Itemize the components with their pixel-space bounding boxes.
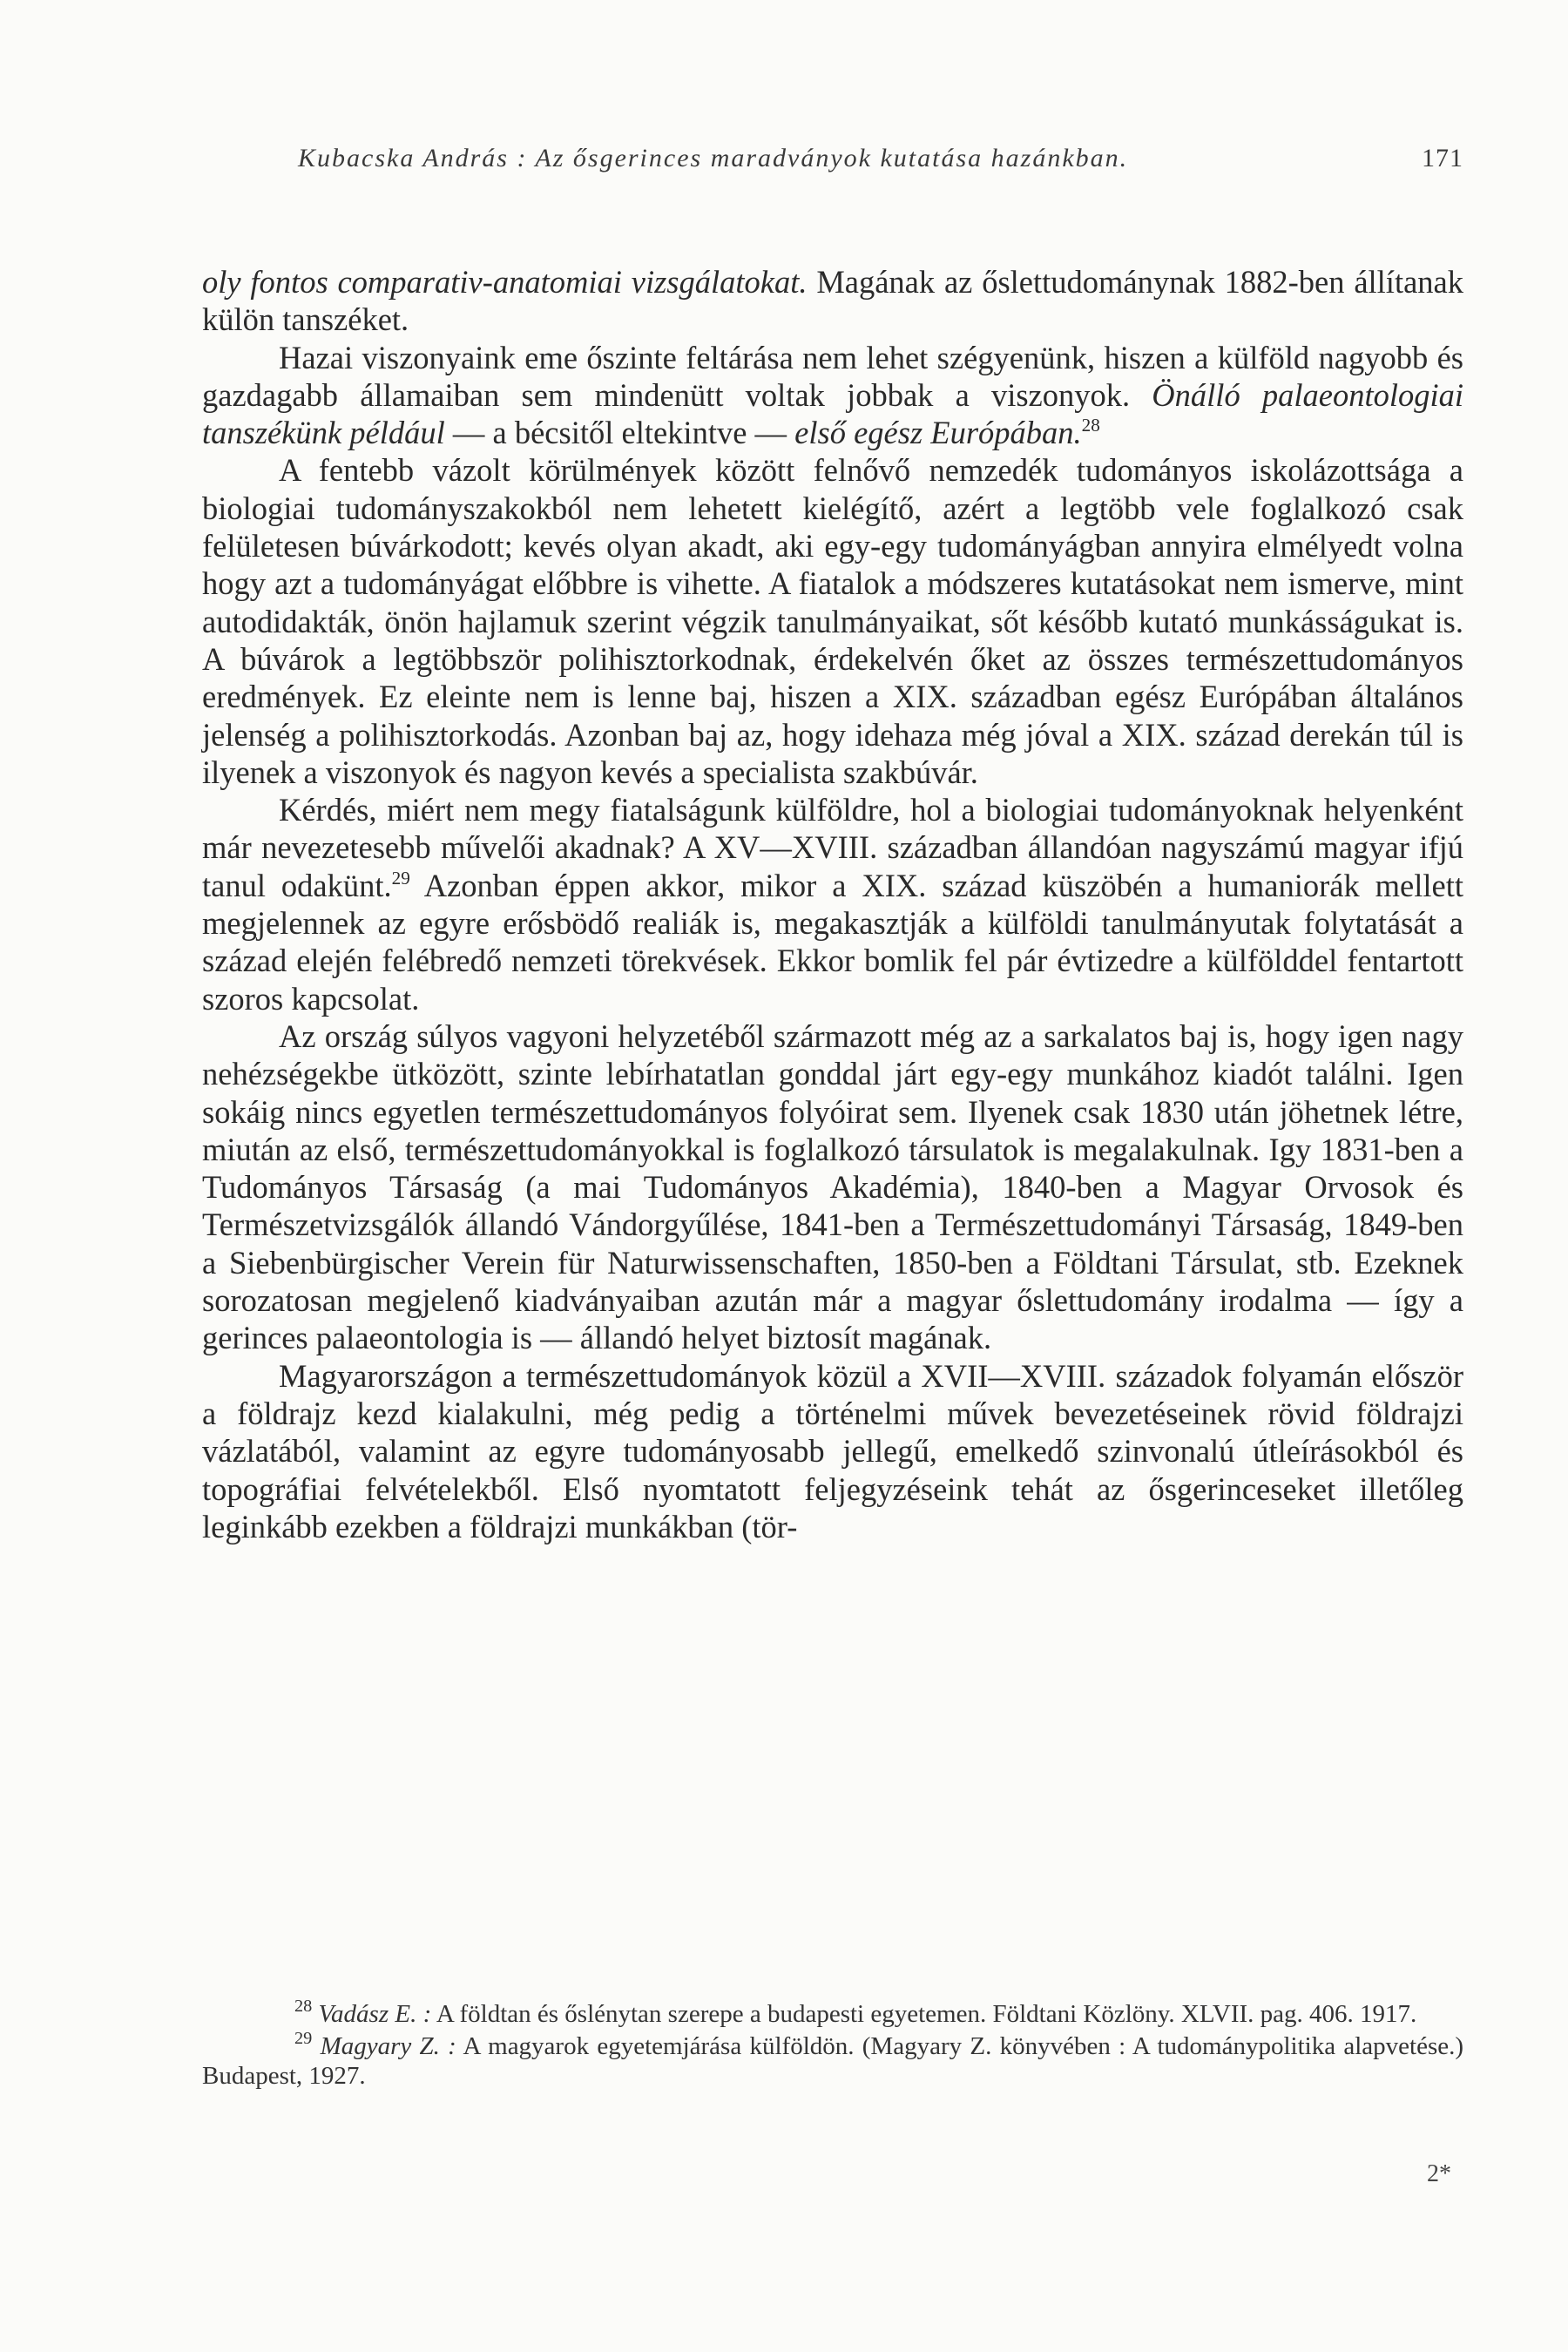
footnote-number: 28 bbox=[294, 1997, 313, 2017]
paragraph-1-italic-phrase: oly fontos comparativ-anatomiai vizsgálatokat. bbox=[202, 264, 808, 300]
footnote-ref-29: 29 bbox=[391, 867, 410, 889]
paragraph-3 bbox=[202, 451, 1463, 791]
paragraph-6 bbox=[202, 1357, 1463, 1545]
paragraph-2-text-a: Hazai viszonyaink eme őszinte feltárása nem lehet szégyenünk, hiszen a külföld nagyobb és gazdagabb államaiban sem mindenütt voltak jobbak a viszonyok. bbox=[202, 339, 1463, 413]
paragraph-5 bbox=[202, 1017, 1463, 1357]
footnote-ref-28: 28 bbox=[1081, 414, 1100, 436]
paragraph-2-text-b: — a bécsitől eltekintve — bbox=[444, 415, 795, 451]
footnote-28 bbox=[202, 1999, 1463, 2030]
paragraph-4 bbox=[202, 791, 1463, 1017]
footnote-29 bbox=[202, 2028, 1464, 2092]
body-text bbox=[202, 263, 1463, 1545]
paragraph-5-text: Az ország súlyos vagyoni helyzetéből származott még az a sarkalatos baj is, hogy igen nagy nehézségekbe ütközött, szinte lebírhatatlan gonddal járt egy-egy munkához kiadót találni. Igen sokáig nincs egyetlen természettudományos folyóirat sem. Ilyenek csak 1830 után jöhetnek létre, miután az első, természettudományokkal is foglalkozó társulatok is megalakulnak. Igy 1831-ben a Tudományos Társaság (a mai Tudományos Akadémia), 1840-ben a Magyar Orvosok és Természetvizsgálók állandó Vándorgyűlése, 1841-ben a Természettudományi Társaság, 1849-ben a Siebenbürgischer Verein für Naturwissenschaften, 1850-ben a Földtani Társulat, stb. Ezeknek sorozatosan megjelenő kiadványaiban azután már a magyar őslettudomány irodalma — így a gerinces palaeontologia is — állandó helyet biztosít magának. bbox=[202, 1017, 1463, 1356]
footnotes bbox=[202, 1999, 1463, 2093]
running-title: Kubacska András : Az ősgerinces maradványok kutatása hazánkban. bbox=[298, 144, 1129, 172]
footnote-author: Vadász E. : bbox=[318, 2000, 432, 2028]
paragraph-2-italic-b: első egész Európában. bbox=[794, 415, 1082, 451]
signature-mark: 2* bbox=[1427, 2160, 1451, 2187]
paragraph-6-text: Magyarországon a természettudományok közül a XVII—XVIII. századok folyamán először a földrajz kezd kialakulni, még pedig a történelmi művek bevezetéseinek rövid földrajzi vázlatából, valamint az egyre tudományosabb jellegű, emelkedő szinvonalú útleírásokból és topográfiai felvételekből. Első nyomtatott feljegyzéseink tehát az ősgerinceseket illetőleg leginkább ezekben a földrajzi munkákban (tör- bbox=[202, 1357, 1463, 1544]
footnote-text: A magyarok egyetemjárása külföldön. (Magyary Z. könyvében : A tudománypolitika alapvetése.) Budapest, 1927. bbox=[202, 2031, 1464, 2090]
paragraph-2-italic-a: Önálló palaeontologiai tanszékünk például bbox=[202, 376, 1464, 451]
paragraph-1-text: Magának az őslettudománynak 1882-ben állítanak külön tanszéket. bbox=[202, 264, 1463, 338]
paragraph-4-text-a: Kérdés, miért nem megy fiatalságunk külföldre, hol a biologiai tudományoknak helyenként már nevezetesebb művelői akadnak? A XV—XVIII. században állandóan nagyszámú magyar ifjú tanul odakünt. bbox=[202, 792, 1463, 903]
page-number: 171 bbox=[1422, 144, 1463, 172]
page-header bbox=[202, 144, 1463, 187]
footnote-text: A földtan és őslénytan szerepe a budapesti egyetemen. Földtani Közlöny. XLVII. pag. 406. 1917. bbox=[431, 2000, 1417, 2028]
paragraph-4-text-b: Azonban éppen akkor, mikor a XIX. század küszöbén a humaniorák mellett megjelennek az egyre erősbödő realiák is, megakasztják a külföldi tanulmányutak folytatását a század elején felébredő nemzeti törekvések. Ekkor bomlik fel pár évtizedre a külfölddel fentartott szoros kapcsolat. bbox=[202, 867, 1463, 1017]
paragraph-3-text: A fentebb vázolt körülmények között felnővő nemzedék tudományos iskolázottsága a biologiai tudományszakokból nem lehetett kielégítő, azért a legtöbb vele foglalkozó csak felületesen búvárkodott; kevés olyan akadt, aki egy-egy tudományágban annyira elmélyedt volna hogy azt a tudományágat előbbre is vihette. A fiatalok a módszeres kutatásokat nem ismerve, mint autodidakták, önön hajlamuk szerint végzik tanulmányaikat, sőt később kutató munkásságukat is. A búvárok a legtöbbször polihisztorkodnak, érdekelvén őket az összes természettudományos eredmények. Ez eleinte nem is lenne baj, hiszen a XIX. században egész Európában általános jelenség a polihisztorkodás. Azonban baj az, hogy idehaza még jóval a XIX. század derekán túl is ilyenek a viszonyok és nagyon kevés a specialista szakbúvár. bbox=[202, 452, 1463, 790]
paragraph-2 bbox=[202, 339, 1463, 452]
footnote-number: 29 bbox=[294, 2028, 313, 2048]
footnote-author: Magyary Z. : bbox=[320, 2031, 456, 2060]
paragraph-1 bbox=[202, 263, 1463, 339]
